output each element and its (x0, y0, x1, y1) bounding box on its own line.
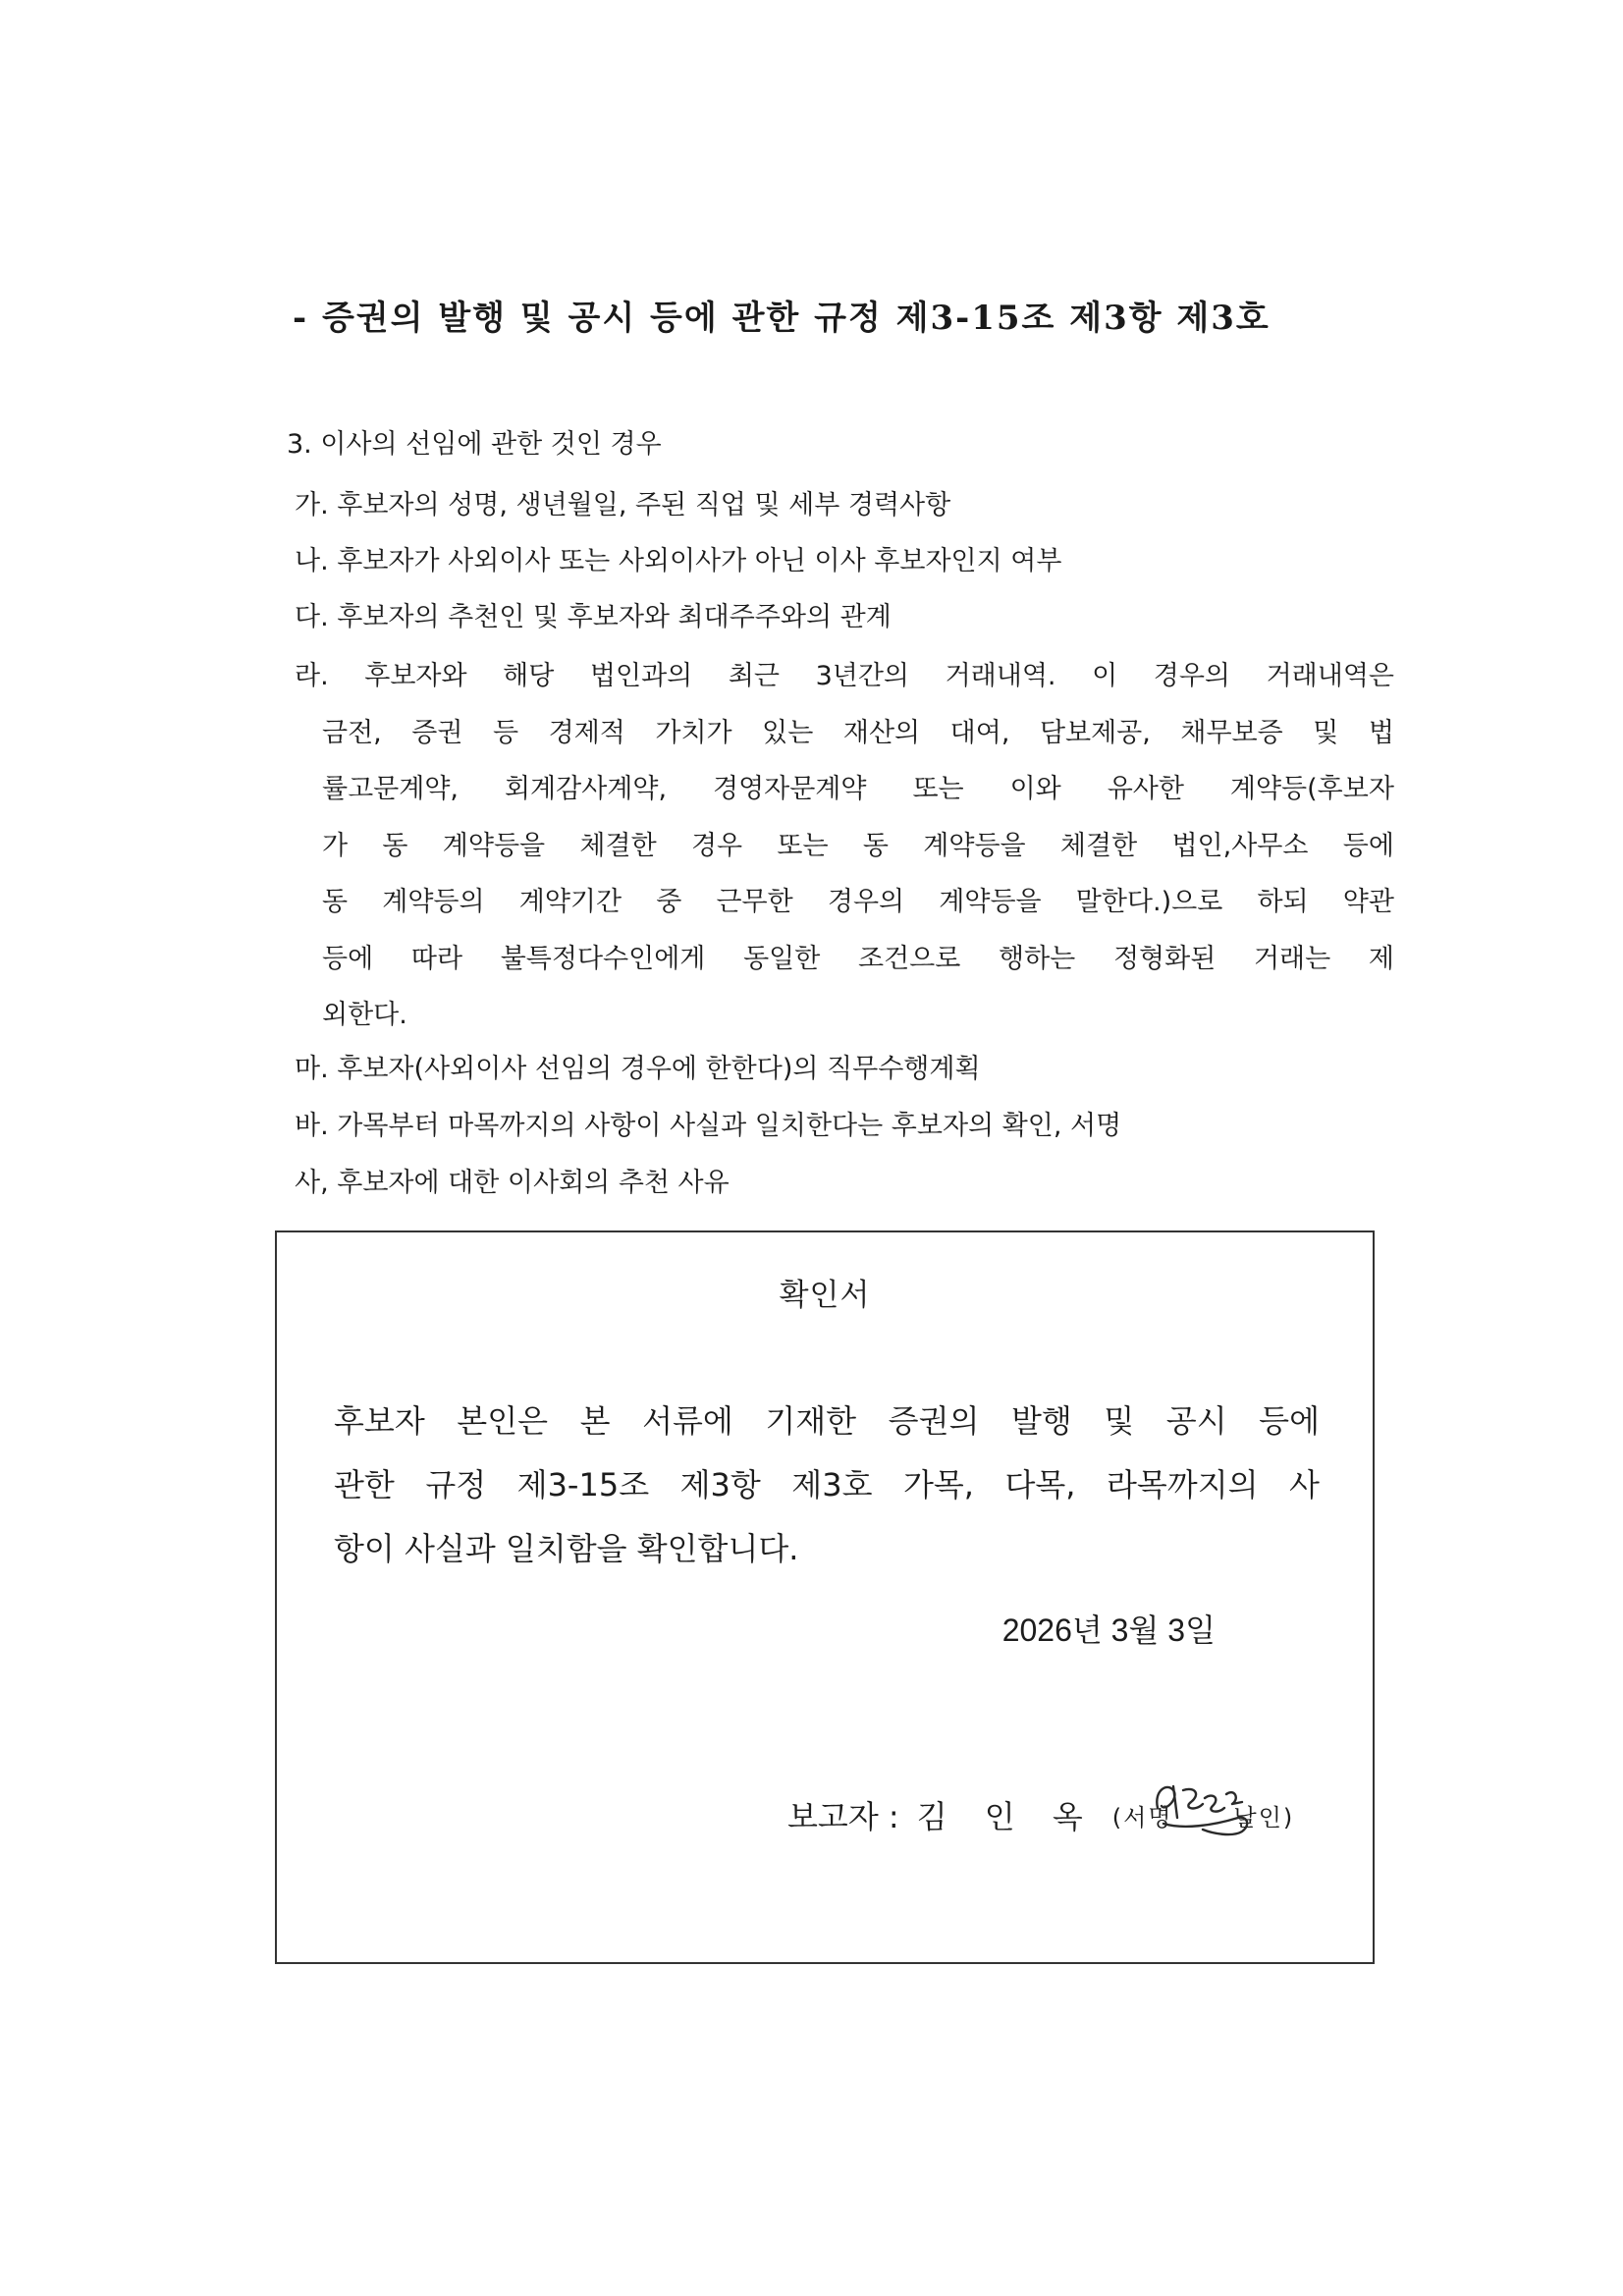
word: 본 (579, 1402, 611, 1440)
word: 재산의 (842, 717, 921, 748)
ra-line (295, 931, 1394, 988)
word: 경우의 (1153, 661, 1230, 691)
word: 서류에 (642, 1402, 733, 1440)
word: 후보자 (334, 1402, 425, 1440)
word: 제3-15조 (516, 1466, 650, 1503)
word: 계약등의 (382, 887, 485, 917)
word: 라. (295, 661, 329, 691)
word: 거래내역은 (1266, 661, 1394, 691)
seal-close-text: 날인) (1233, 1803, 1295, 1831)
word: 라목까지의 (1106, 1466, 1259, 1503)
word: 규정 (425, 1466, 487, 1503)
list-item-sa: 사, 후보자에 대한 이사회의 추천 사유 (295, 1168, 730, 1198)
word: 체결한 (579, 830, 657, 861)
confirmation-line (334, 1517, 1320, 1581)
confirmation-box (275, 1230, 1375, 1964)
list-item-ra (295, 648, 1394, 1044)
reporter-line (787, 1792, 1294, 1837)
word: 중 (656, 887, 682, 917)
word: 약관 (1342, 887, 1394, 917)
ra-line (295, 818, 1394, 875)
word: 법인과의 (589, 661, 693, 691)
word: 항이 사실과 일치함을 확인합니다. (334, 1530, 799, 1567)
section-heading: 3. 이사의 선임에 관한 것인 경우 (287, 429, 662, 460)
seal-open-text: (서명 (1111, 1803, 1173, 1831)
ra-line (295, 648, 1394, 705)
list-item-ma: 마. 후보자(사외이사 선임의 경우에 한한다)의 직무수행계획 (295, 1054, 981, 1084)
word: 계약등(후보자 (1229, 774, 1394, 804)
word: 행하는 (999, 943, 1076, 974)
word: 말한다.)으로 (1075, 887, 1223, 917)
word: 가치가 (655, 717, 732, 748)
word: 및 (1313, 717, 1339, 748)
word: 근무한 (716, 887, 793, 917)
word: 가 (322, 830, 349, 861)
word: 경제적 (548, 717, 625, 748)
word: 법인,사무소 (1171, 830, 1309, 861)
word: 경우의 (827, 887, 905, 917)
word: 제 (1368, 943, 1394, 974)
word: 3년간의 (815, 661, 909, 691)
list-item-ba: 바. 가목부터 마목까지의 사항이 사실과 일치한다는 후보자의 확인, 서명 (295, 1111, 1122, 1141)
confirmation-text (334, 1390, 1320, 1581)
word: 이와 (1009, 774, 1061, 804)
word: 가목, (902, 1466, 974, 1503)
word: 법 (1368, 717, 1394, 748)
word: 등 (492, 717, 519, 748)
reporter-label: 보고자 : (787, 1798, 899, 1835)
word: 계약등을 (923, 830, 1026, 861)
word: 최근 (728, 661, 780, 691)
confirmation-title: 확인서 (779, 1278, 871, 1313)
word: 담보제공, (1039, 717, 1151, 748)
word: 및 (1104, 1402, 1135, 1440)
word: 기재한 (765, 1402, 857, 1440)
word: 사 (1289, 1466, 1320, 1503)
word: 조건으로 (858, 943, 961, 974)
word: 해당 (503, 661, 555, 691)
word: 외한다. (322, 1000, 407, 1030)
word: 체결한 (1059, 830, 1138, 861)
word: 경우 (690, 830, 743, 861)
word: 하되 (1257, 887, 1309, 917)
word: 이 (1092, 661, 1118, 691)
word: 경영자문계약 (712, 774, 867, 804)
word: 동 (322, 887, 349, 917)
ra-line (295, 761, 1394, 818)
word: 관한 (334, 1466, 395, 1503)
word: 불특정다수인에게 (500, 943, 706, 974)
word: 공시 (1165, 1402, 1227, 1440)
reporter-name: 김 인 옥 (916, 1798, 1097, 1835)
signature-seal (1112, 1798, 1294, 1832)
confirmation-line (334, 1390, 1320, 1453)
word: 발행 (1010, 1402, 1072, 1440)
word: 계약등을 (442, 830, 546, 861)
confirmation-line (334, 1453, 1320, 1517)
word: 증권의 (888, 1402, 980, 1440)
word: 따라 (410, 943, 463, 974)
word: 본인은 (457, 1402, 549, 1440)
list-item-da: 다. 후보자의 추천인 및 후보자와 최대주주와의 관계 (295, 602, 892, 632)
word: 제3항 (679, 1466, 761, 1503)
word: 계약등을 (939, 887, 1042, 917)
word: 유사한 (1107, 774, 1184, 804)
ra-line (295, 705, 1394, 762)
word: 채무보증 (1180, 717, 1283, 748)
word: 또는 (912, 774, 964, 804)
word: 금전, (322, 717, 382, 748)
word: 다목, (1004, 1466, 1076, 1503)
word: 등에 (322, 943, 374, 974)
word: 대여, (949, 717, 1010, 748)
word: 또는 (777, 830, 829, 861)
confirmation-date: 2026년 3월 3일 (1001, 1613, 1216, 1648)
word: 등에 (1342, 830, 1394, 861)
word: 증권 (411, 717, 463, 748)
word: 있는 (762, 717, 814, 748)
document-title: - 증권의 발행 및 공시 등에 관한 규정 제3-15조 제3항 제3호 (293, 299, 1271, 338)
word: 등에 (1259, 1402, 1320, 1440)
ra-line (295, 987, 1394, 1044)
ra-line (295, 874, 1394, 931)
word: 계약기간 (518, 887, 622, 917)
word: 률고문계약, (322, 774, 459, 804)
word: 회계감사계약, (504, 774, 668, 804)
list-item-ga: 가. 후보자의 성명, 생년월일, 주된 직업 및 세부 경력사항 (295, 490, 951, 520)
word: 동 (862, 830, 889, 861)
word: 거래내역. (945, 661, 1056, 691)
word: 동일한 (743, 943, 821, 974)
word: 정형화된 (1112, 943, 1217, 974)
list-item-na: 나. 후보자가 사외이사 또는 사외이사가 아닌 이사 후보자인지 여부 (295, 546, 1062, 576)
word: 후보자와 (364, 661, 467, 691)
word: 거래는 (1253, 943, 1331, 974)
word: 동 (382, 830, 408, 861)
word: 제3호 (791, 1466, 873, 1503)
